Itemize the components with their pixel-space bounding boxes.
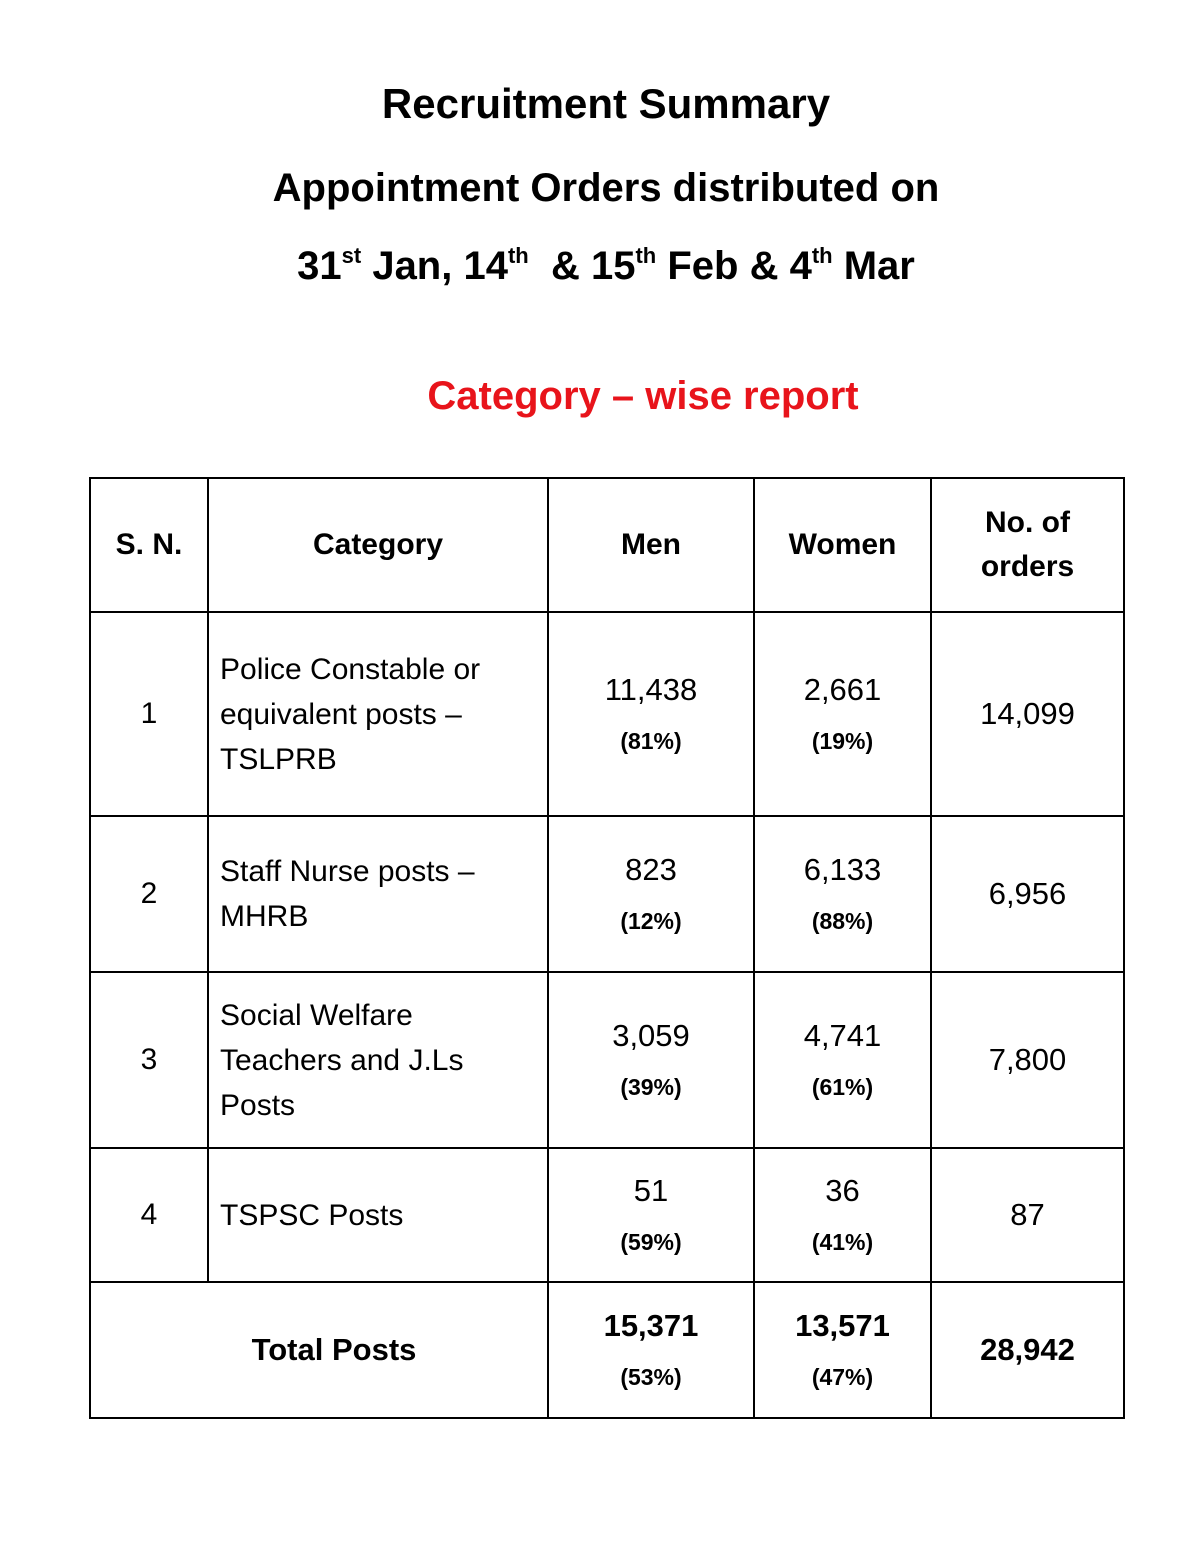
men-percent: (12%)	[620, 908, 682, 934]
table-row	[90, 1148, 1124, 1282]
category-line: TSPSC Posts	[220, 1198, 404, 1232]
orders-count: 14,099	[980, 696, 1075, 731]
cell-category	[208, 816, 548, 972]
women-count: 2,661	[803, 672, 882, 707]
category-report-table	[89, 477, 1125, 1419]
women-count: 4,741	[803, 1018, 882, 1053]
date-day: 31	[297, 244, 342, 288]
men-count: 11,438	[604, 672, 698, 707]
cell-sn: 3	[90, 972, 208, 1148]
cell-women	[754, 612, 931, 816]
category-line: Police Constable or	[220, 652, 481, 686]
date-day: 15	[590, 244, 636, 288]
cell-men	[548, 1148, 754, 1282]
cell-women	[754, 972, 931, 1148]
cell-total-orders	[931, 1282, 1124, 1418]
cell-sn: 4	[90, 1148, 208, 1282]
category-line: MHRB	[220, 900, 309, 933]
cell-sn: 1	[90, 612, 208, 816]
table-row	[90, 816, 1124, 972]
header-sn: S. N.	[90, 478, 208, 612]
orders-count: 7,800	[988, 1042, 1067, 1077]
category-line: Social Welfare	[220, 998, 413, 1032]
men-count: 51	[633, 1173, 669, 1208]
cell-total-women	[754, 1282, 931, 1418]
date-day: 4	[789, 244, 812, 288]
orders-count: 87	[1010, 1197, 1045, 1232]
men-count: 3,059	[612, 1018, 690, 1053]
women-count: 6,133	[803, 852, 882, 887]
cell-women	[754, 1148, 931, 1282]
date-suffix: th	[635, 243, 657, 268]
men-percent: (81%)	[620, 728, 682, 754]
cell-orders	[931, 612, 1124, 816]
table-row	[90, 612, 1124, 816]
cell-category	[208, 1148, 548, 1282]
cell-orders	[931, 1148, 1124, 1282]
total-women-percent: (47%)	[811, 1364, 874, 1390]
women-percent: (41%)	[811, 1229, 874, 1255]
category-line: Posts	[220, 1088, 296, 1122]
header-orders-line1: No. of	[985, 506, 1070, 539]
women-count: 36	[825, 1173, 860, 1208]
cell-orders	[931, 972, 1124, 1148]
header-orders	[931, 478, 1124, 612]
category-line: TSLPRB	[220, 742, 337, 776]
cell-women	[754, 816, 931, 972]
cell-men	[548, 612, 754, 816]
category-line: equivalent posts –	[220, 697, 462, 731]
header-men: Men	[548, 478, 754, 612]
men-percent: (39%)	[620, 1074, 682, 1100]
date-suffix: th	[811, 243, 833, 268]
cell-total-men	[548, 1282, 754, 1418]
header-category: Category	[208, 478, 548, 612]
date-day: 14	[463, 244, 508, 288]
total-orders-count: 28,942	[980, 1332, 1075, 1367]
cell-orders	[931, 816, 1124, 972]
date-month: Mar	[832, 244, 915, 288]
men-count: 823	[625, 852, 677, 887]
total-label: Total Posts	[90, 1282, 548, 1418]
women-percent: (61%)	[811, 1074, 874, 1100]
distribution-dates	[0, 240, 1200, 292]
total-row	[90, 1282, 1124, 1418]
report-title: Category – wise report	[427, 374, 859, 418]
cell-category	[208, 972, 548, 1148]
women-percent: (19%)	[811, 728, 874, 754]
date-month: Jan,	[361, 244, 464, 288]
date-separator: &	[528, 244, 591, 288]
orders-count: 6,956	[988, 876, 1067, 911]
page-title: Recruitment Summary	[381, 80, 831, 127]
header-orders-line2: orders	[980, 550, 1075, 583]
total-men-count: 15,371	[603, 1308, 699, 1343]
category-line: Staff Nurse posts –	[220, 855, 475, 888]
date-suffix: st	[341, 243, 362, 268]
date-month: Feb &	[656, 244, 790, 288]
header-women: Women	[754, 478, 931, 612]
total-men-percent: (53%)	[620, 1364, 682, 1390]
date-suffix: th	[507, 243, 529, 268]
cell-category	[208, 612, 548, 816]
cell-men	[548, 816, 754, 972]
table-row	[90, 972, 1124, 1148]
men-percent: (59%)	[620, 1229, 682, 1255]
table-header-row	[90, 478, 1124, 612]
total-women-count: 13,571	[795, 1308, 890, 1343]
page-subtitle: Appointment Orders distributed on	[272, 166, 940, 210]
cell-men	[548, 972, 754, 1148]
category-line: Teachers and J.Ls	[220, 1043, 464, 1077]
cell-sn: 2	[90, 816, 208, 972]
women-percent: (88%)	[811, 908, 874, 934]
